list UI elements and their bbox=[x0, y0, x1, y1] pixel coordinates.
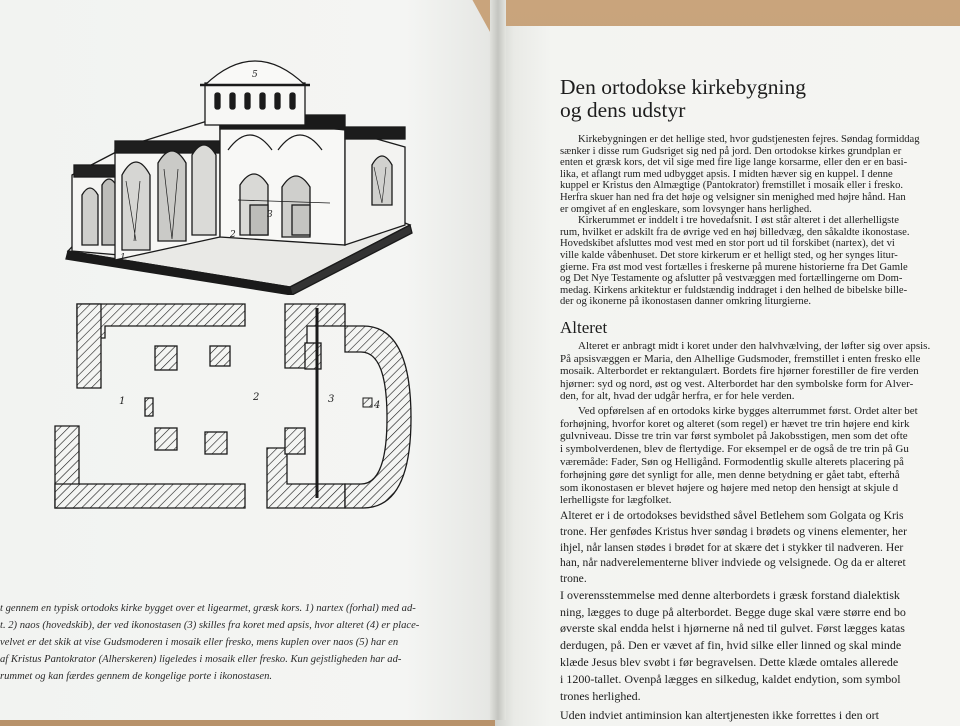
plan-label-1: 1 bbox=[119, 396, 126, 407]
plan-label-3: 3 bbox=[328, 394, 335, 405]
figure-caption bbox=[0, 600, 500, 685]
caption-line: t gennem en typisk ortodoks kirke bygget over et ligearmet, græsk kors. 1) nartex (forhal) med ad- bbox=[0, 603, 416, 614]
book-gutter bbox=[490, 0, 506, 720]
caption-line: af Kristus Pantokrator (Alherskeren) ligeledes i mosaik eller fresko. Kun gejstligheden har ad- bbox=[0, 654, 402, 665]
second-paragraph: Kirkerummet er inddelt i tre hovedafsnit. I øst står alteret i det allerhelligste rum, hvilket er adskilt fra de øvrige ved en høj billedvæg, den såkaldte ikonostase. Hovedskibet afsluttes mod vest med en stor port ud til forskibet (nartex), det vi ville kalde våbenhuset. Det store kirkerum er et helligt sted, og her synges litur- gierne. Fra øst mod vest fortælles i freskerne på murene historierne fra Det Gamle og Det Nye Testamente og afslutter på vestvæggen med fortællingerne om Dom- medag. Kirkens arkitektur er fuldstændig inddraget i den helhed de bibelske bille- der og ikonerne på ikonostasen danner omkring liturgierne. bbox=[560, 215, 910, 308]
last-line: Uden indviet antiminsion kan altertjenesten ikke forrettes i den ort bbox=[560, 708, 879, 723]
right-page-text bbox=[560, 76, 960, 724]
drawing-label-3: 3 bbox=[267, 210, 273, 220]
section-heading-alteret: Alteret bbox=[560, 317, 608, 337]
church-floor-plan bbox=[45, 298, 415, 523]
caption-line: rummet og kan færdes gennem de kongelige porte i ikonostasen. bbox=[0, 671, 273, 682]
caption-line: velvet er det skik at vise Gudsmoderen i mosaik eller fresko, mens kuplen over naos (5) har en bbox=[0, 637, 399, 648]
intro-paragraph: Kirkebygningen er det hellige sted, hvor gudstjenesten fejres. Søndag formiddag sænker i disse rum Gudsriget sig ned på jord. Den ortodokse kirkes grundplan er enten et græsk kors, det vil sige med fire lige lange korsarme, eller den er en basi- lika, et aflangt rum med udbygget apsis. I midten hæver sig en kuppel. I denne kuppel er Kristus den Almægtige (Pantokrator) fremstillet i mosaik eller i fresko. Herfra skuer han ned fra det høje og velsigner sin menighed med højre hånd. Han er omgivet af en engleskare, som lovsynger hans herlighed. bbox=[560, 134, 920, 215]
plan-label-4: 4 bbox=[374, 400, 381, 411]
fifth-paragraph: Alteret er i de ortodokses bevidsthed såvel Betlehem som Golgata og Kris trone. Her genfødes Kristus hver søndag i brødets og vinens elementer, her ihjel, når lansen stødes i brødet for at skære det i stykker til nadveren. Her han, når nadverelementerne bliver indviede og velsignede. Og da er alteret trone. bbox=[560, 509, 907, 586]
plan-label-2: 2 bbox=[253, 392, 260, 403]
caption-line: t. 2) naos (hovedskib), der ved ikonostasen (3) skilles fra koret med apsis, hvor alteret (4) er place- bbox=[0, 620, 420, 631]
drawing-label-5: 5 bbox=[252, 70, 258, 80]
drawing-label-1: 1 bbox=[120, 253, 126, 263]
sixth-paragraph: I overensstemmelse med denne alterbordets i græsk forstand dialektisk ning, lægges to duge på alterbordet. Begge duge skal være større end bo øverste skal endda helst i hjørnerne nå ned til gulvet. Først lægges katas derdugen, på. Den er vævet af fin, hvid silke eller linned og skal minde klæde Jesus blev svøbt i før begravelsen. Dette klæde omtales allerede i 1200-tallet. Ovenpå lægges en silkedug, kaldet endytion, som symbol trones herlighed. bbox=[560, 587, 906, 703]
drawing-label-2: 2 bbox=[230, 230, 236, 240]
fourth-paragraph: Ved opførelsen af en ortodoks kirke bygges alterrummet først. Ordet alter bet forhøjning, hvorfor koret og alteret (som regel) er hævet tre trin højere end kirk gulvniveau. Disse tre trin var først symbolet på Jakobsstigen, men som det ofte i symbolverdenen, blev de flertydige. For eksempel er de også de tre trin på Gu væremåde: Fader, Søn og Helligånd. Formodentlig skulle alterets placering på forhøjning gøre det synligt for alle, men denne betydning er gået tabt, efterhå som ikonostasen er blevet højere og højere med netop den hensigt at skjule d lerhelligste for lægfolket. bbox=[560, 404, 918, 507]
alteret-paragraph: Alteret er anbragt midt i koret under den halvhvælving, der løfter sig over apsis. På apsisvæggen er Maria, den Alhellige Gudsmoder, fremstillet i enten fresko elle mosaik. Alterbordet er rektangulært. Bordets fire hjørner forestiller de fire verden hjørner: syd og nord, øst og vest. Alterbordet har den symbolske form for Alver- den, for alt, hvad der udgår herfra, er for hele verden. bbox=[560, 339, 931, 403]
church-cutaway-drawing bbox=[60, 55, 420, 295]
page-title: Den ortodokse kirkebygning og dens udstyr bbox=[560, 75, 807, 122]
